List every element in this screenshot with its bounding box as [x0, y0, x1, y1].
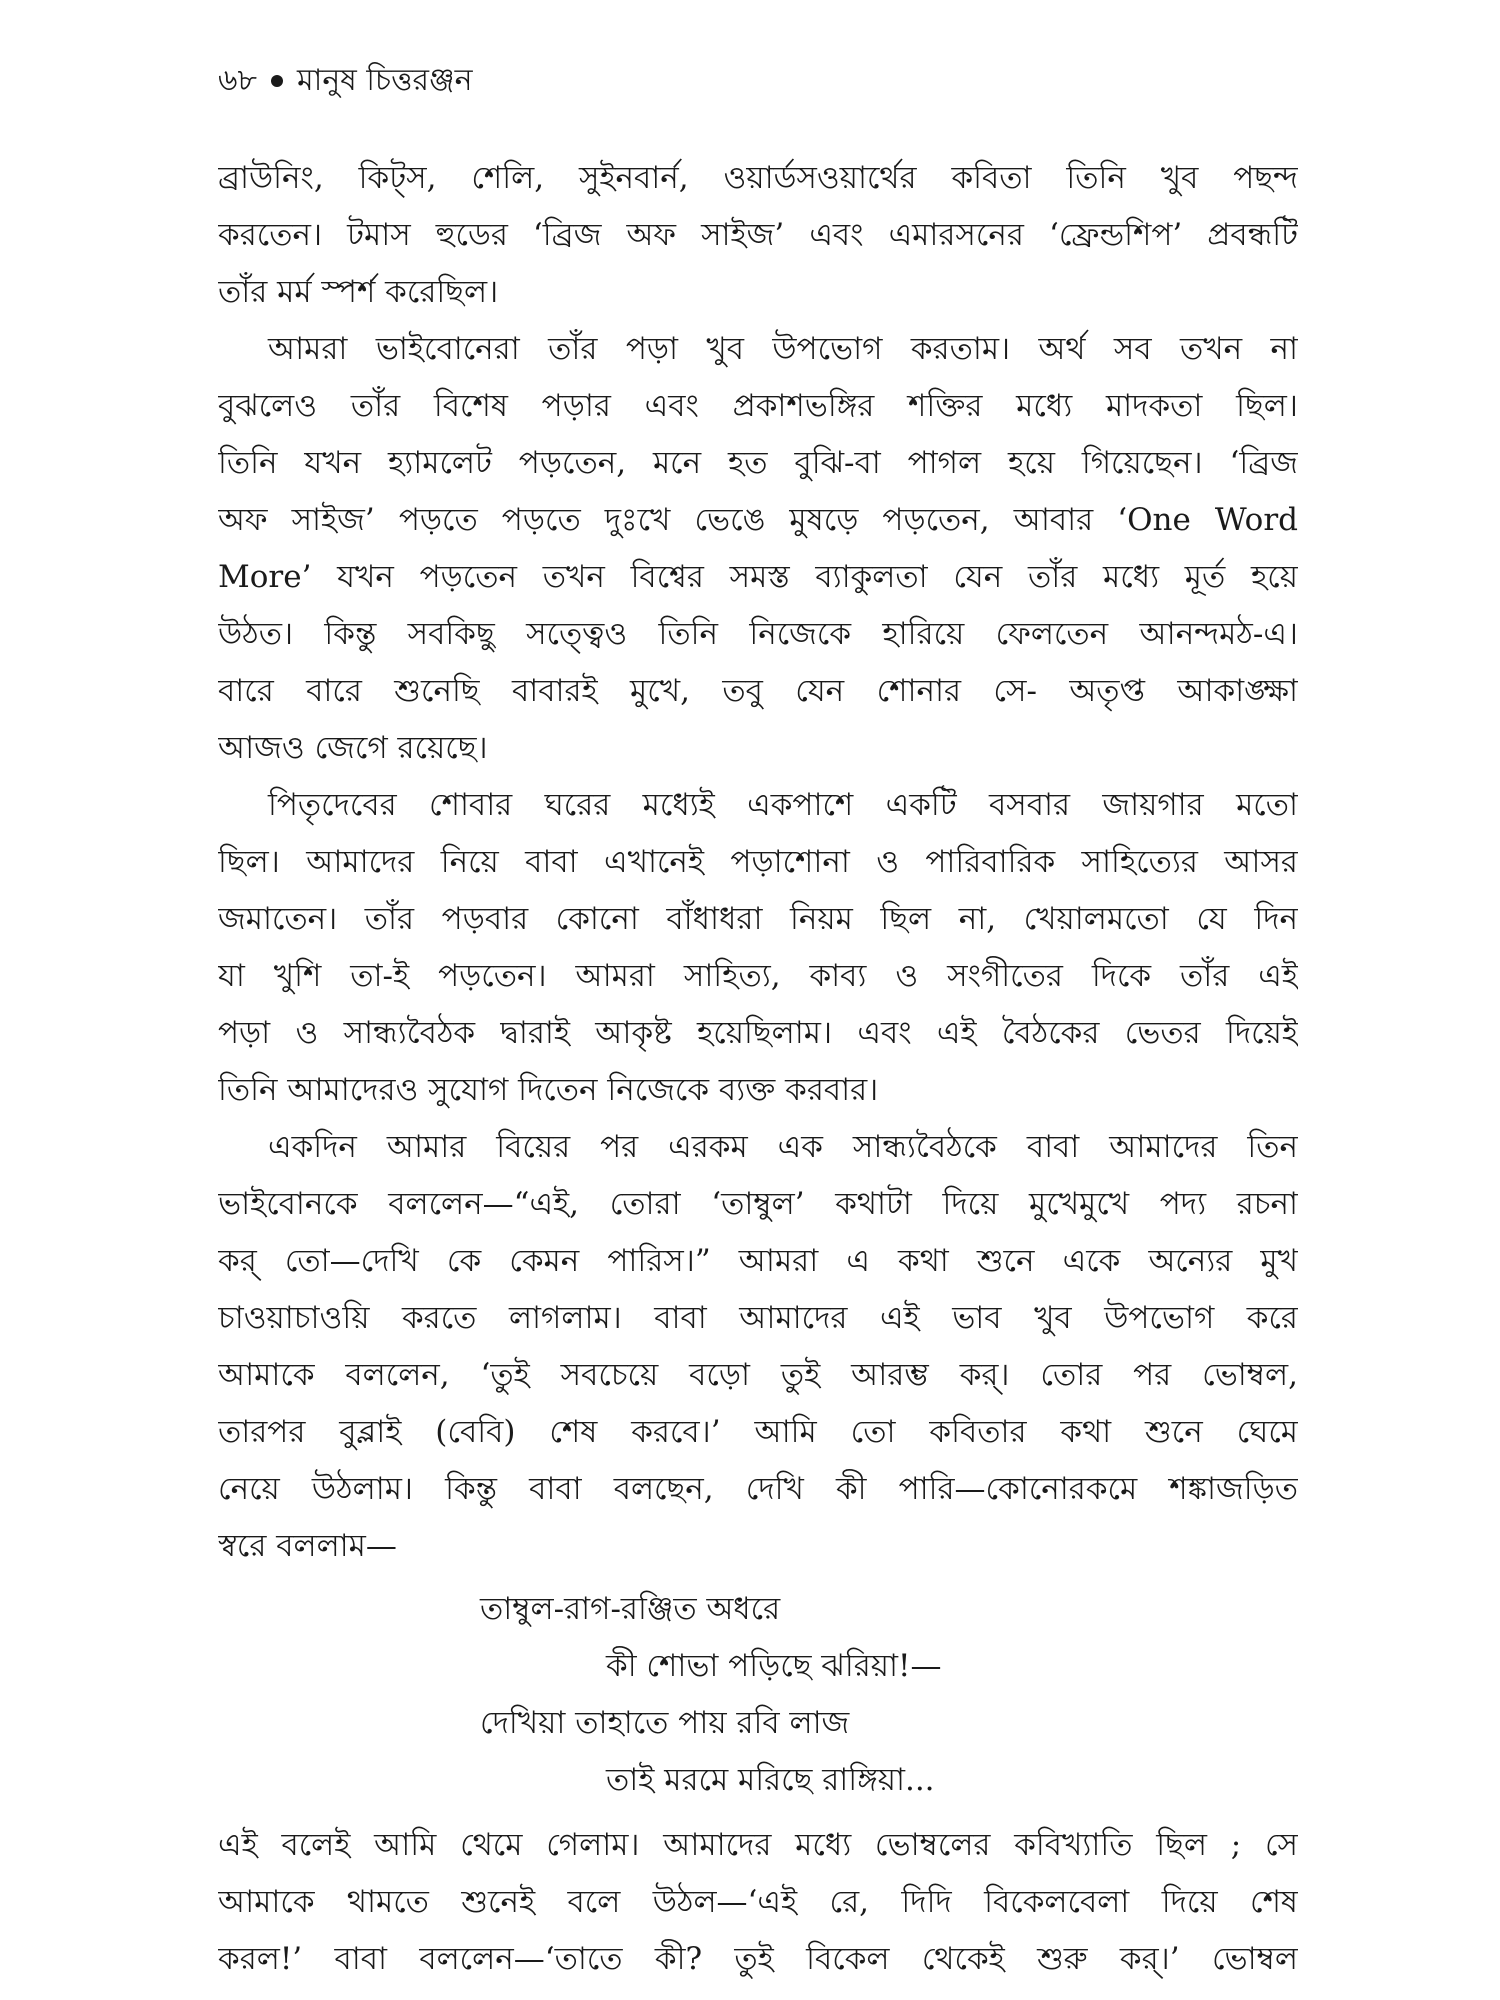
bullet-dot: [271, 75, 283, 87]
text-line: জমাতেন। তাঁর পড়বার কোনো বাঁধাধরা নিয়ম ছিল না, খেয়ালমতো যে দিন: [218, 901, 1298, 937]
text-line: তারপর বুব্লাই (বেবি) শেষ করবে।’ আমি তো কবিতার কথা শুনে ঘেমে: [218, 1414, 1298, 1450]
verse-line: তাম্বুল-রাগ-রঞ্জিত অধরে: [480, 1591, 781, 1627]
text-line: আমরা ভাইবোনেরা তাঁর পড়া খুব উপভোগ করতাম। অর্থ সব তখন না: [268, 331, 1298, 367]
text-line: আমাকে থামতে শুনেই বলে উঠল—‘এই রে, দিদি বিকেলবেলা দিয়ে শেষ: [218, 1884, 1298, 1920]
text-line: তাঁর মর্ম স্পর্শ করেছিল।: [218, 274, 499, 310]
running-head: [218, 56, 473, 106]
text-line: পড়া ও সান্ধ্যবৈঠক দ্বারাই আকৃষ্ট হয়েছিলাম। এবং এই বৈঠকের ভেতর দিয়েই: [218, 1015, 1298, 1051]
text-line: ব্রাউনিং, কিট্স, শেলি, সুইনবার্ন, ওয়ার্ডসওয়ার্থের কবিতা তিনি খুব পছন্দ: [218, 160, 1298, 196]
text-line: একদিন আমার বিয়ের পর এরকম এক সান্ধ্যবৈঠকে বাবা আমাদের তিন: [268, 1129, 1298, 1165]
text-line: আজও জেগে রয়েছে।: [218, 730, 488, 766]
text-line: স্বরে বললাম—: [218, 1528, 397, 1564]
text-line: পিতৃদেবের শোবার ঘরের মধ্যেই একপাশে একটি বসবার জায়গার মতো: [268, 787, 1298, 823]
body-text: [218, 150, 1298, 1988]
text-line: চাওয়াচাওয়ি করতে লাগলাম। বাবা আমাদের এই ভাব খুব উপভোগ করে: [218, 1300, 1298, 1336]
text-line: অফ সাইজ’ পড়তে পড়তে দুঃখে ভেঙে মুষড়ে পড়তেন, আবার ‘One Word: [218, 502, 1298, 538]
text-line: নেয়ে উঠলাম। কিন্তু বাবা বলছেন, দেখি কী পারি—কোনোরকমে শঙ্কাজড়িত: [218, 1471, 1298, 1507]
text-line: আমাকে বললেন, ‘তুই সবচেয়ে বড়ো তুই আরম্ভ কর্। তোর পর ভোম্বল,: [218, 1357, 1298, 1393]
text-line: ছিল। আমাদের নিয়ে বাবা এখানেই পড়াশোনা ও পারিবারিক সাহিত্যের আসর: [218, 844, 1298, 880]
prose-block-after-verse: [218, 1817, 1298, 1988]
text-line: তিনি আমাদেরও সুযোগ দিতেন নিজেকে ব্যক্ত করবার।: [218, 1072, 879, 1108]
text-line: কর্ তো—দেখি কে কেমন পারিস।” আমরা এ কথা শুনে একে অন্যের মুখ: [218, 1243, 1298, 1279]
text-line: করতেন। টমাস হুডের ‘ব্রিজ অফ সাইজ’ এবং এমারসনের ‘ফ্রেন্ডশিপ’ প্রবন্ধটি: [218, 217, 1298, 253]
text-line: ভাইবোনকে বললেন—“এই, তোরা ‘তাম্বুল’ কথাটা দিয়ে মুখেমুখে পদ্য রচনা: [218, 1186, 1298, 1222]
text-line: More’ যখন পড়তেন তখন বিশ্বের সমস্ত ব্যাকুলতা যেন তাঁর মধ্যে মূর্ত হয়ে: [218, 559, 1298, 595]
book-title: মানুষ চিত্তরঞ্জন: [296, 62, 473, 98]
verse-line: কী শোভা পড়িছে ঝরিয়া!—: [606, 1648, 942, 1684]
verse-line: তাই মরমে মরিছে রাঙ্গিয়া...: [606, 1762, 935, 1798]
text-line: করল!’ বাবা বললেন—‘তাতে কী? তুই বিকেল থেকেই শুরু কর্।’ ভোম্বল: [218, 1941, 1298, 1977]
text-line: বুঝলেও তাঁর বিশেষ পড়ার এবং প্রকাশভঙ্গির শক্তির মধ্যে মাদকতা ছিল।: [218, 388, 1298, 424]
verse-block: [218, 1581, 1298, 1809]
text-line: তিনি যখন হ্যামলেট পড়তেন, মনে হত বুঝি-বা পাগল হয়ে গিয়েছেন। ‘ব্রিজ: [218, 445, 1298, 481]
text-line: যা খুশি তা-ই পড়তেন। আমরা সাহিত্য, কাব্য ও সংগীতের দিকে তাঁর এই: [218, 958, 1298, 994]
verse-line: দেখিয়া তাহাতে পায় রবি লাজ: [480, 1705, 850, 1741]
text-line: এই বলেই আমি থেমে গেলাম। আমাদের মধ্যে ভোম্বলের কবিখ্যাতি ছিল ; সে: [218, 1827, 1298, 1863]
page-number: ৬৮: [218, 62, 257, 98]
prose-block: [218, 150, 1298, 1575]
text-line: উঠত। কিন্তু সবকিছু সত্ত্বেও তিনি নিজেকে হারিয়ে ফেলতেন আনন্দমঠ-এ।: [218, 616, 1298, 652]
text-line: বারে বারে শুনেছি বাবারই মুখে, তবু যেন শোনার সে- অতৃপ্ত আকাঙ্ক্ষা: [218, 673, 1298, 709]
